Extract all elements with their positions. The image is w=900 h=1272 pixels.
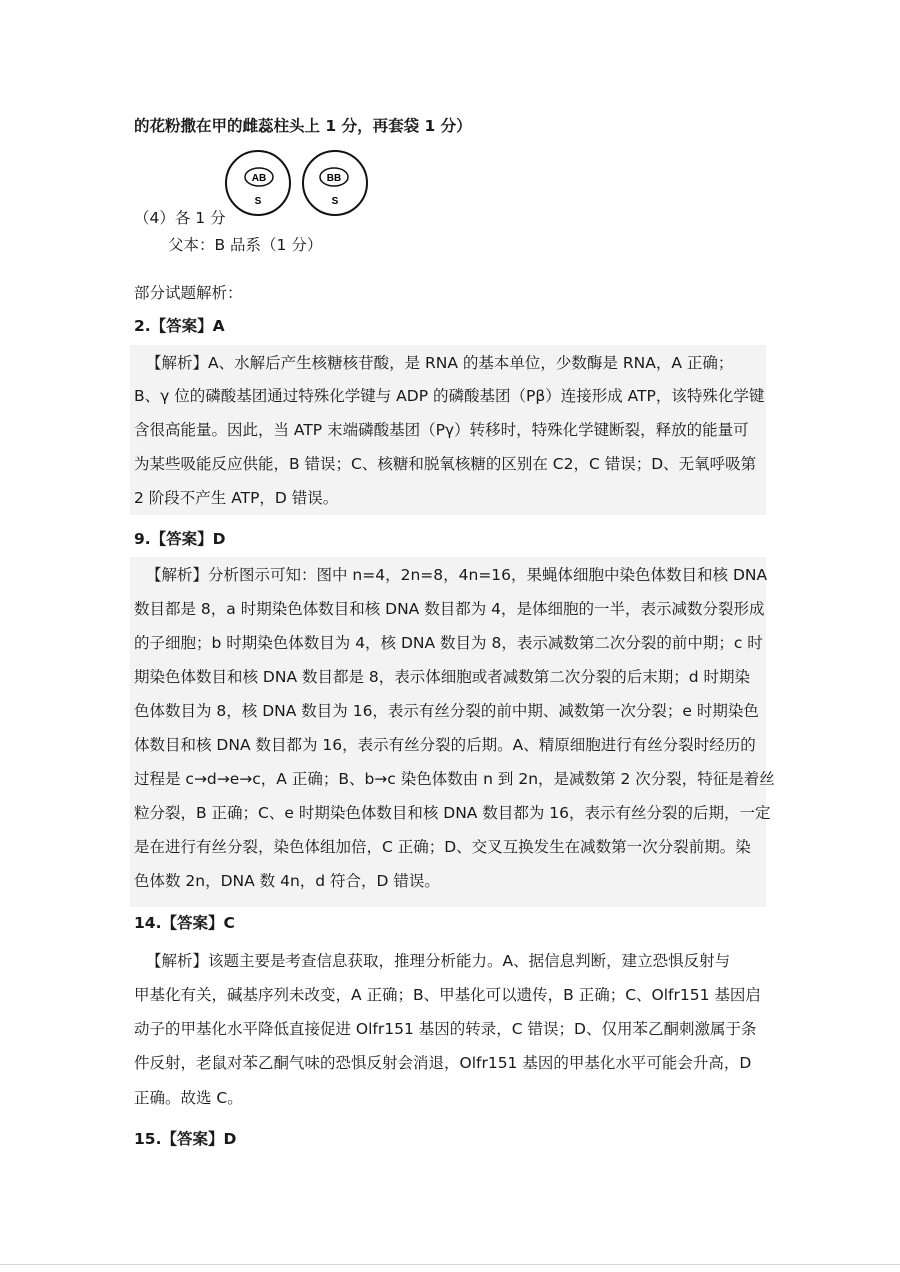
q9-line-2: 数目都是 8，a 时期染色体数目和核 DNA 数目都为 4，是体细胞的一半，表示减数分裂形成: [134, 600, 765, 618]
q14-line-2: 甲基化有关，碱基序列未改变，A 正确；B、甲基化可以遗传，B 正确；C、Olfr151 基因启: [134, 986, 761, 1004]
q14-line-4: 件反射，老鼠对苯乙酮气味的恐惧反射会消退，Olfr151 基因的甲基化水平可能会升高，D: [134, 1054, 752, 1072]
q14-answer: 14.【答案】C: [134, 914, 235, 932]
q14-line-3: 动子的甲基化水平降低直接促进 Olfr151 基因的转录，C 错误；D、仅用苯乙酮刺激属于条: [134, 1020, 757, 1038]
section-title: 部分试题解析：: [134, 284, 243, 302]
q9-line-7: 过程是 c→d→e→c，A 正确；B、b→c 染色体数由 n 到 2n，是减数第 2 次分裂，特征是着丝: [134, 770, 775, 788]
q9-line-9: 是在进行有丝分裂，染色体组加倍，C 正确；D、交叉互换发生在减数第一次分裂前期。染: [134, 838, 751, 856]
part4-line1: （4）各 1 分: [134, 209, 226, 227]
q9-answer: 9.【答案】D: [134, 530, 226, 548]
page-bottom-rule: [0, 1264, 900, 1265]
q2-line-2: B、γ 位的磷酸基团通过特殊化学键与 ADP 的磷酸基团（Pβ）连接形成 ATP，该特殊化学键: [134, 387, 765, 405]
q2-line-1: 【解析】A、水解后产生核糖核苷酸，是 RNA 的基本单位，少数酶是 RNA，A 正确；: [146, 354, 734, 372]
cell-diagram: [218, 150, 378, 216]
q9-line-1: 【解析】分析图示可知：图中 n=4，2n=8，4n=16，果蝇体细胞中染色体数目和核 DNA: [146, 566, 768, 584]
q2-line-4: 为某些吸能反应供能，B 错误；C、核糖和脱氧核糖的区别在 C2，C 错误；D、无氧呼吸第: [134, 455, 757, 473]
q2-line-3: 含很高能量。因此，当 ATP 末端磷酸基团（Pγ）转移时，特殊化学键断裂，释放的能量可: [134, 421, 749, 439]
q9-line-4: 期染色体数目和核 DNA 数目都是 8，表示体细胞或者减数第二次分裂的后末期；d 时期染: [134, 668, 751, 686]
q9-line-6: 体数目和核 DNA 数目都为 16，表示有丝分裂的后期。A、精原细胞进行有丝分裂时经历的: [134, 736, 756, 754]
q9-line-5: 色体数目为 8，核 DNA 数目为 16，表示有丝分裂的前中期、减数第一次分裂；e 时期染色: [134, 702, 759, 720]
cell-bb: [303, 151, 367, 215]
q14-line-1: 【解析】该题主要是考查信息获取，推理分析能力。A、据信息判断，建立恐惧反射与: [146, 952, 731, 970]
cell-ab: [226, 151, 290, 215]
q2-answer: 2.【答案】A: [134, 317, 225, 335]
q9-line-10: 色体数 2n，DNA 数 4n，d 符合，D 错误。: [134, 872, 440, 890]
q9-line-8: 粒分裂，B 正确；C、e 时期染色体数目和核 DNA 数目都为 16，表示有丝分裂的后期，一定: [134, 804, 771, 822]
cell-ab-label: S: [254, 196, 262, 207]
q14-line-5: 正确。故选 C。: [134, 1089, 243, 1107]
part4-line2: 父本：B 品系（1 分）: [168, 236, 323, 254]
q9-line-3: 的子细胞；b 时期染色体数目为 4，核 DNA 数目为 8，表示减数第二次分裂的前中期；c 时: [134, 634, 763, 652]
intro-line: 的花粉撒在甲的雌蕊柱头上 1 分，再套袋 1 分）: [134, 117, 472, 135]
cell-bb-inner: BB: [326, 173, 342, 184]
cell-ab-inner: AB: [251, 173, 267, 184]
q2-line-5: 2 阶段不产生 ATP，D 错误。: [134, 489, 339, 507]
cell-bb-label: S: [331, 196, 339, 207]
q15-answer: 15.【答案】D: [134, 1130, 237, 1148]
